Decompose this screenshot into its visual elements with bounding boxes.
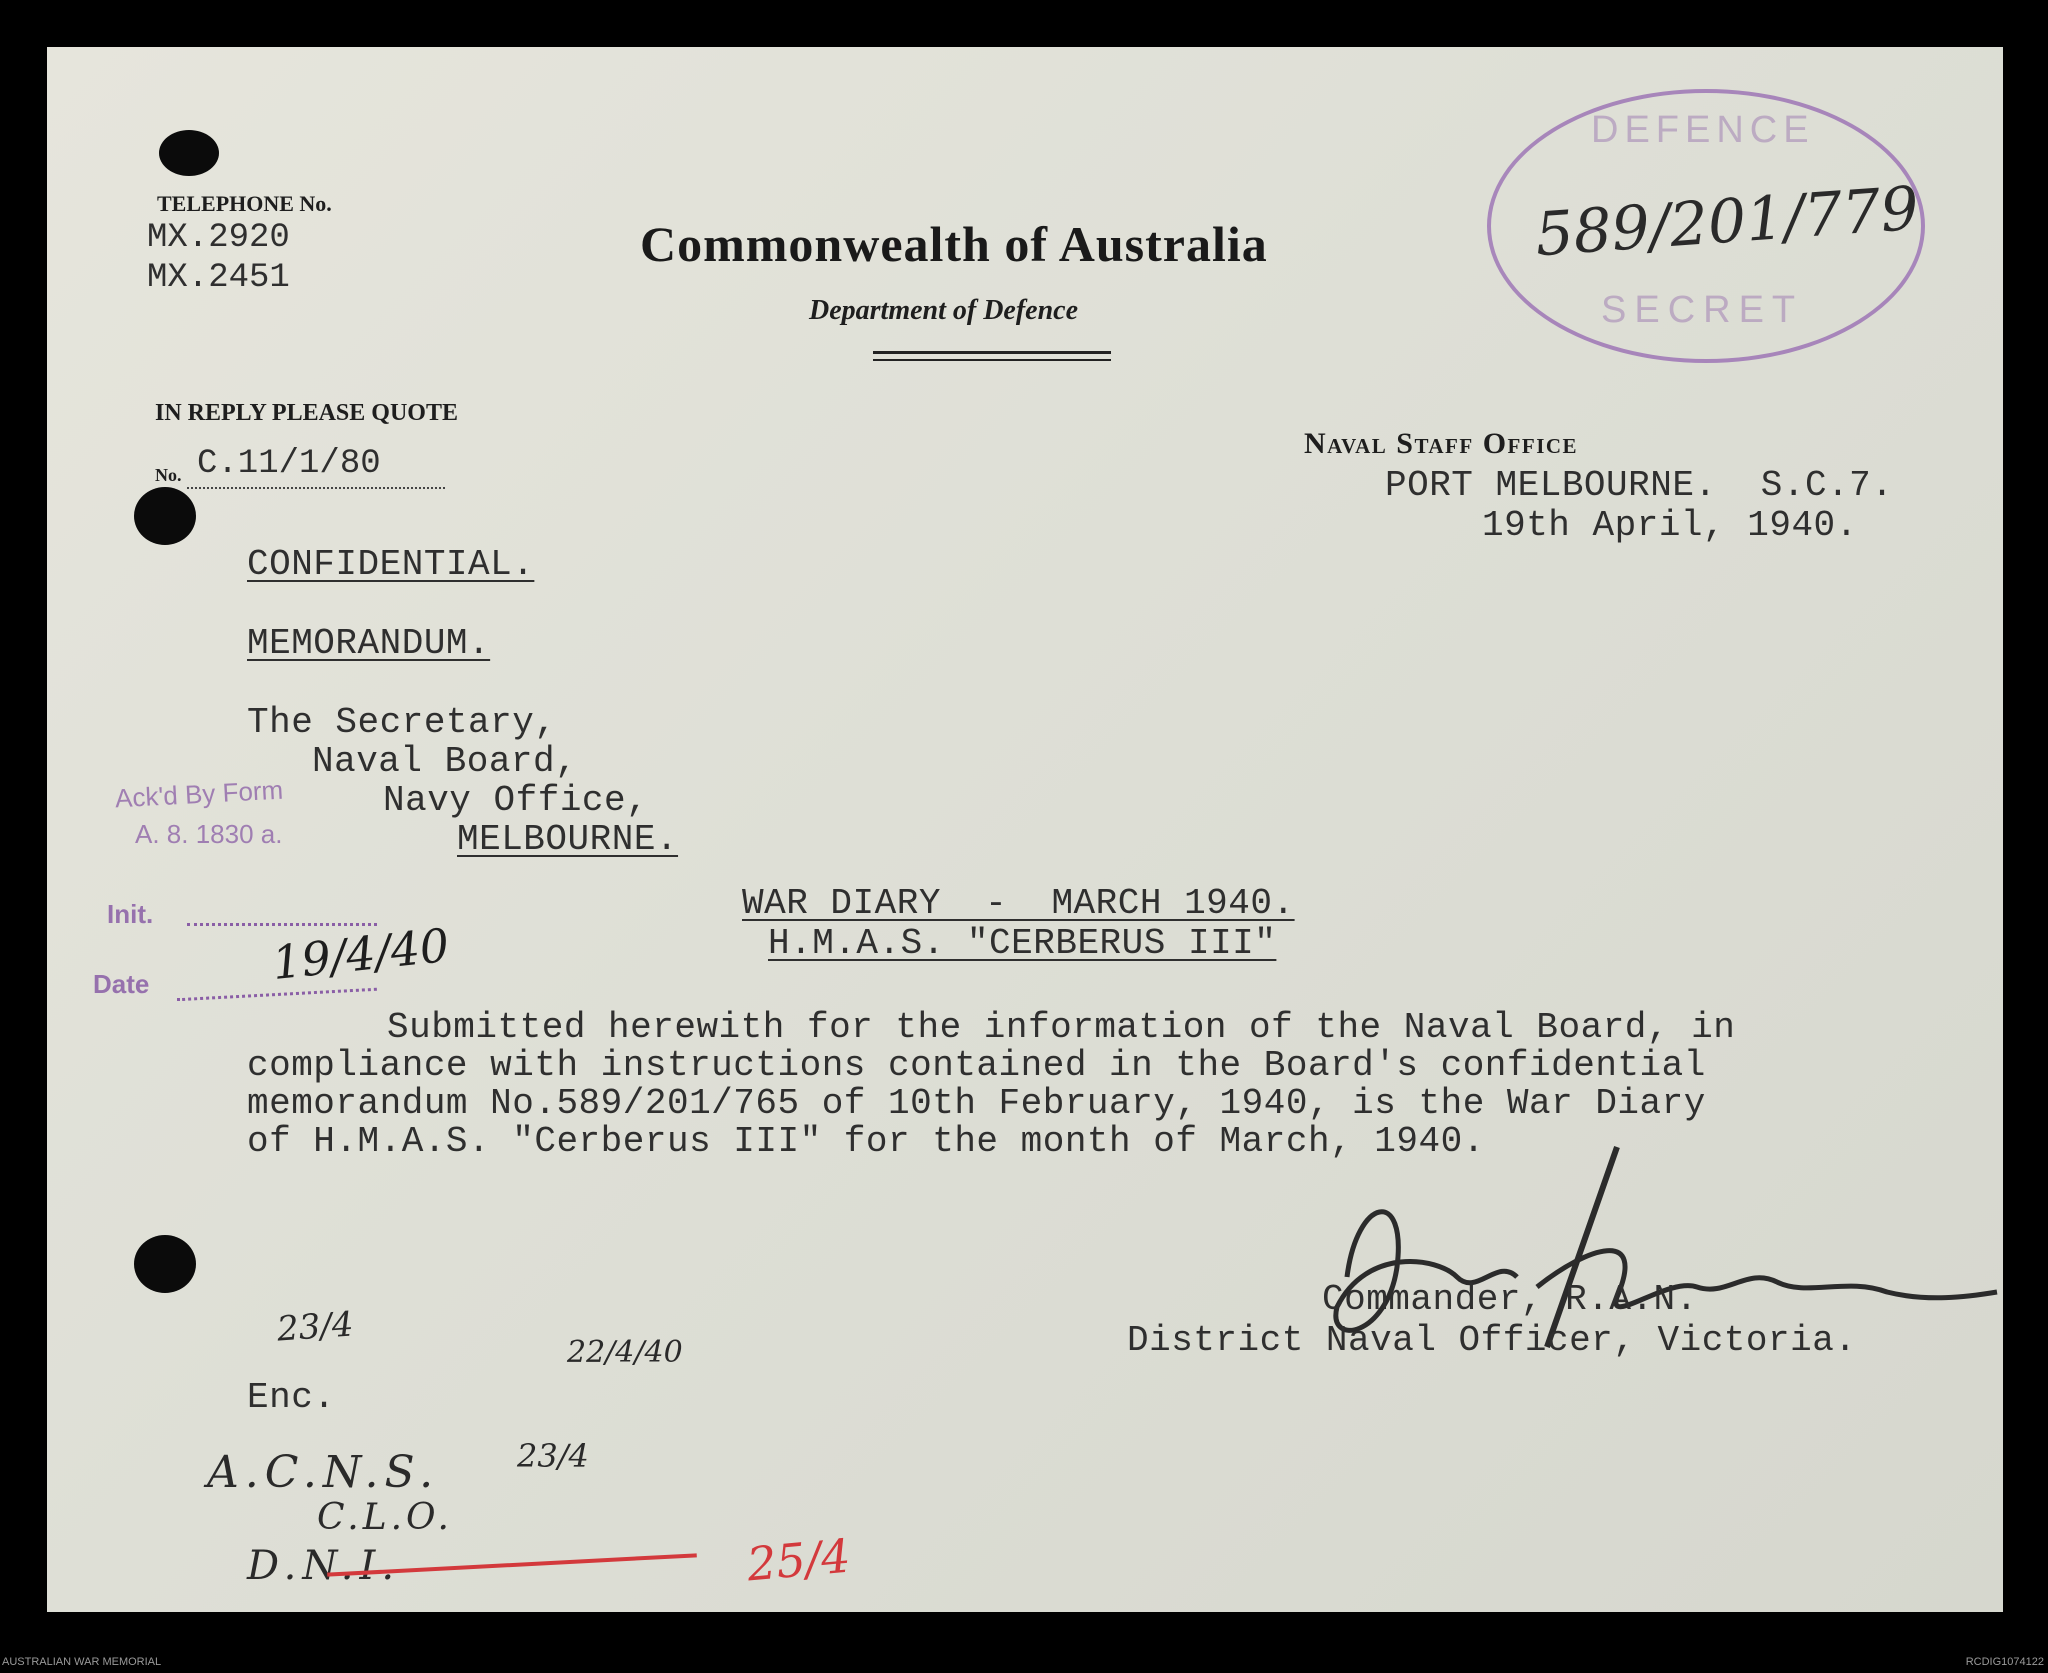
body-line: memorandum No.589/201/765 of 10th February, 1940, is the War Diary	[247, 1083, 1706, 1124]
document-page	[47, 47, 2003, 1612]
footer-catalogue-id: RCDIG1074122	[1965, 1656, 2044, 1668]
telephone-number: MX.2451	[147, 259, 290, 297]
reply-reference: C.11/1/80	[197, 445, 381, 483]
punch-hole-top	[159, 130, 219, 176]
ack-handwritten-date: 19/4/40	[269, 917, 452, 991]
addressee-line: Navy Office,	[383, 780, 649, 821]
body-line: compliance with instructions contained in the Board's confidential	[247, 1045, 1706, 1086]
ack-stamp-line: Ack'd By Form	[114, 774, 284, 814]
annotation-red-date: 25/4	[744, 1528, 853, 1592]
punch-hole-middle	[134, 487, 196, 545]
telephone-label: TELEPHONE No.	[157, 191, 332, 216]
office-address: PORT MELBOURNE. S.C.7.	[1385, 465, 1894, 506]
stamp-top-text: DEFENCE	[1591, 109, 1815, 151]
annotation-routing: D.N.I.	[247, 1543, 401, 1589]
signatory-title: District Naval Officer, Victoria.	[1127, 1320, 1857, 1361]
reply-dotted-line	[187, 487, 445, 489]
document-type: MEMORANDUM.	[247, 623, 491, 664]
annotation-initials-date: 23/4	[275, 1304, 355, 1350]
subject-line: H.M.A.S. "CERBERUS III"	[768, 923, 1277, 964]
letter-date: 19th April, 1940.	[1482, 505, 1858, 546]
classification: CONFIDENTIAL.	[247, 544, 535, 585]
annotation-initials-date: 22/4/40	[567, 1335, 683, 1370]
footer-archive-name: AUSTRALIAN WAR MEMORIAL	[2, 1656, 162, 1668]
stamp-file-number: 589/201/779	[1533, 173, 1921, 271]
ack-date-label: Date	[93, 969, 150, 999]
letterhead-rule	[873, 359, 1111, 361]
signatory-rank: Commander, R.A.N.	[1322, 1279, 1698, 1320]
addressee-line: The Secretary,	[247, 702, 557, 743]
annotation-routing: A.C.N.S.	[207, 1447, 440, 1498]
stamp-bottom-text: SECRET	[1601, 289, 1804, 331]
ack-init-label: Init.	[107, 899, 154, 929]
telephone-number: MX.2920	[147, 219, 290, 257]
enclosure-label: Enc.	[247, 1377, 336, 1418]
body-line: of H.M.A.S. "Cerberus III" for the month of March, 1940.	[247, 1121, 1485, 1162]
office-name: Naval Staff Office	[1304, 427, 1579, 460]
annotation-routing-date: 23/4	[517, 1437, 589, 1475]
reply-no-label: No.	[155, 465, 182, 485]
addressee-line: MELBOURNE.	[457, 819, 679, 860]
subject-line: WAR DIARY - MARCH 1940.	[742, 883, 1295, 924]
addressee-line: Naval Board,	[312, 741, 578, 782]
annotation-routing: C.L.O.	[317, 1497, 453, 1538]
letterhead-rule	[873, 351, 1111, 354]
ack-stamp-line: A. 8. 1830 a.	[135, 819, 283, 849]
reply-label: IN REPLY PLEASE QUOTE	[155, 400, 458, 426]
punch-hole-bottom	[134, 1235, 196, 1293]
body-line: Submitted herewith for the information of the Naval Board, in	[387, 1007, 1736, 1048]
ack-init-dotted-line	[187, 923, 377, 926]
letterhead-title: Commonwealth of Australia	[640, 216, 1268, 272]
letterhead-subtitle: Department of Defence	[809, 295, 1079, 326]
